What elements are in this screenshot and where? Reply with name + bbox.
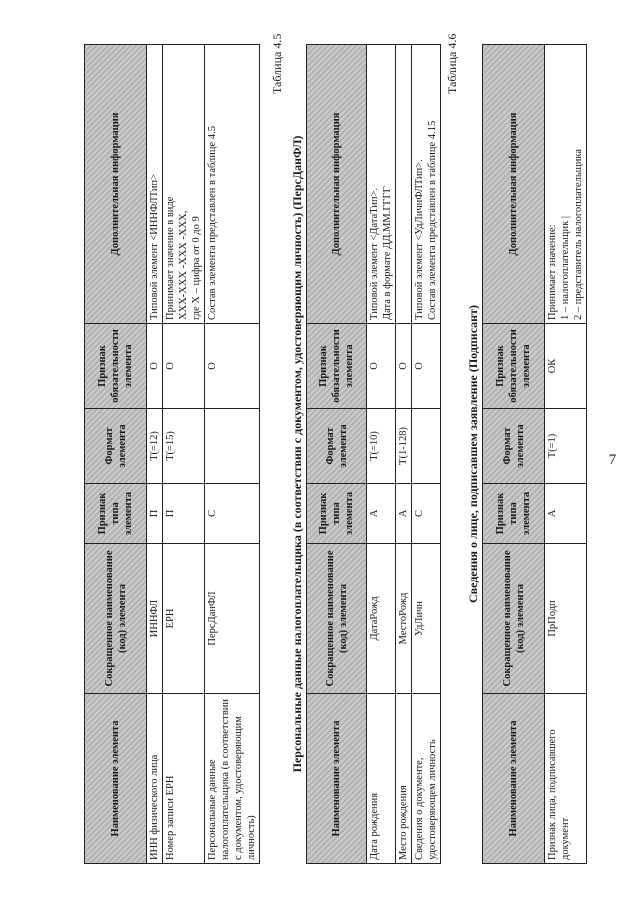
header-short-code: Сокращенное наименование (код) элемента bbox=[483, 544, 545, 694]
cell-element-name: Сведения о документе, удостоверяющем личность bbox=[412, 694, 441, 864]
info-line: 1 – налогоплательщик | bbox=[560, 216, 571, 320]
cell-element-type: А bbox=[396, 484, 412, 544]
info-line: Принимает значение в виде bbox=[165, 196, 176, 320]
cell-element-format: T(=12) bbox=[147, 409, 163, 484]
cell-short-code: ЕРН bbox=[163, 544, 205, 694]
table-header-row bbox=[483, 45, 545, 864]
cell-required: ОК bbox=[545, 324, 587, 409]
cell-element-type: П bbox=[163, 484, 205, 544]
cell-short-code: МестоРожд bbox=[396, 544, 412, 694]
cell-required: О bbox=[367, 324, 396, 409]
header-element-format: Формат элемента bbox=[483, 409, 545, 484]
info-line: Типовой элемент <УдЛичнФЛТип>. bbox=[414, 159, 425, 320]
header-additional-info: Дополнительная информация bbox=[307, 45, 367, 324]
cell-additional-info bbox=[545, 45, 587, 324]
cell-element-name: Персональные данные налогоплательщика (в соответствии с документом, удостоверяющим личность) bbox=[205, 694, 260, 864]
info-line: Состав элемента представлен в таблице 4.5 bbox=[207, 126, 218, 320]
info-line: Типовой элемент <ИННФЛТип> bbox=[149, 174, 160, 320]
cell-element-format: T(=10) bbox=[367, 409, 396, 484]
cell-required: О bbox=[147, 324, 163, 409]
cell-short-code: ПерсДанФЛ bbox=[205, 544, 260, 694]
header-element-format: Формат элемента bbox=[85, 409, 147, 484]
cell-element-format bbox=[412, 409, 441, 484]
table-header-row bbox=[85, 45, 147, 864]
table-header-row bbox=[307, 45, 367, 864]
cell-element-type: А bbox=[545, 484, 587, 544]
cell-additional-info bbox=[367, 45, 396, 324]
header-required: Признак обязательности элемента bbox=[307, 324, 367, 409]
header-required: Признак обязательности элемента bbox=[85, 324, 147, 409]
table-row bbox=[396, 45, 412, 864]
cell-additional-info bbox=[205, 45, 260, 324]
info-line: Состав элемента представлен в таблице 4.15 bbox=[427, 120, 438, 320]
cell-element-type: П bbox=[147, 484, 163, 544]
cell-additional-info bbox=[412, 45, 441, 324]
cell-required: О bbox=[163, 324, 205, 409]
info-line: Дата в формате ДД.ММ.ГГГГ bbox=[382, 186, 393, 320]
cell-element-type: А bbox=[367, 484, 396, 544]
cell-required: О bbox=[412, 324, 441, 409]
page-number: 7 bbox=[608, 451, 617, 468]
info-line: XXX-XXX -XXX -XXX, bbox=[178, 210, 189, 320]
header-element-format: Формат элемента bbox=[307, 409, 367, 484]
section-title: Персональные данные налогоплательщика (в соответствии с документом, удостоверяющим личность) (ПерсДанФЛ) bbox=[290, 135, 304, 773]
cell-element-name: Номер записи ЕРН bbox=[163, 694, 205, 864]
cell-short-code: ПрПодп bbox=[545, 544, 587, 694]
header-short-code: Сокращенное наименование (код) элемента bbox=[85, 544, 147, 694]
cell-required: О bbox=[205, 324, 260, 409]
cell-element-name: Место рождения bbox=[396, 694, 412, 864]
cell-element-format: T(=1) bbox=[545, 409, 587, 484]
cell-element-format: T(=15) bbox=[163, 409, 205, 484]
header-element-name: Наименование элемента bbox=[483, 694, 545, 864]
cell-short-code: ДатаРожд bbox=[367, 544, 396, 694]
cell-element-name: ИНН физического лица bbox=[147, 694, 163, 864]
header-required: Признак обязательности элемента bbox=[483, 324, 545, 409]
cell-short-code: ИННФЛ bbox=[147, 544, 163, 694]
cell-additional-info bbox=[163, 45, 205, 324]
table-row bbox=[412, 45, 441, 864]
table-row bbox=[147, 45, 163, 864]
section-title: Сведения о лице, подписавшем заявление (Подписант) bbox=[466, 305, 480, 603]
table-caption: Таблица 4.6 bbox=[445, 33, 459, 94]
cell-additional-info bbox=[147, 45, 163, 324]
info-line: 2 – представитель налогоплательщика bbox=[573, 149, 584, 320]
cell-element-format bbox=[205, 409, 260, 484]
table-row bbox=[545, 45, 587, 864]
header-element-type: Признак типа элемента bbox=[85, 484, 147, 544]
table-row bbox=[205, 45, 260, 864]
cell-short-code: УдЛичн bbox=[412, 544, 441, 694]
header-element-name: Наименование элемента bbox=[307, 694, 367, 864]
header-short-code: Сокращенное наименование (код) элемента bbox=[307, 544, 367, 694]
table-4-4-continued bbox=[84, 44, 260, 864]
info-line: где Х – цифра от 0 до 9 bbox=[191, 216, 202, 320]
header-element-type: Признак типа элемента bbox=[483, 484, 545, 544]
cell-element-type: С bbox=[205, 484, 260, 544]
info-line: Типовой элемент <ДатаТип>. bbox=[369, 187, 380, 320]
header-additional-info: Дополнительная информация bbox=[85, 45, 147, 324]
table-4-6 bbox=[482, 44, 587, 864]
header-element-type: Признак типа элемента bbox=[307, 484, 367, 544]
cell-element-name: Признак лица, подписавшего документ bbox=[545, 694, 587, 864]
info-line: Принимает значение: bbox=[547, 224, 558, 320]
cell-required: О bbox=[396, 324, 412, 409]
cell-element-format: T(1-128) bbox=[396, 409, 412, 484]
table-row bbox=[163, 45, 205, 864]
header-element-name: Наименование элемента bbox=[85, 694, 147, 864]
table-4-5 bbox=[306, 44, 441, 864]
cell-element-type: С bbox=[412, 484, 441, 544]
cell-additional-info bbox=[396, 45, 412, 324]
cell-element-name: Дата рождения bbox=[367, 694, 396, 864]
table-row bbox=[367, 45, 396, 864]
header-additional-info: Дополнительная информация bbox=[483, 45, 545, 324]
table-caption: Таблица 4.5 bbox=[270, 33, 284, 94]
